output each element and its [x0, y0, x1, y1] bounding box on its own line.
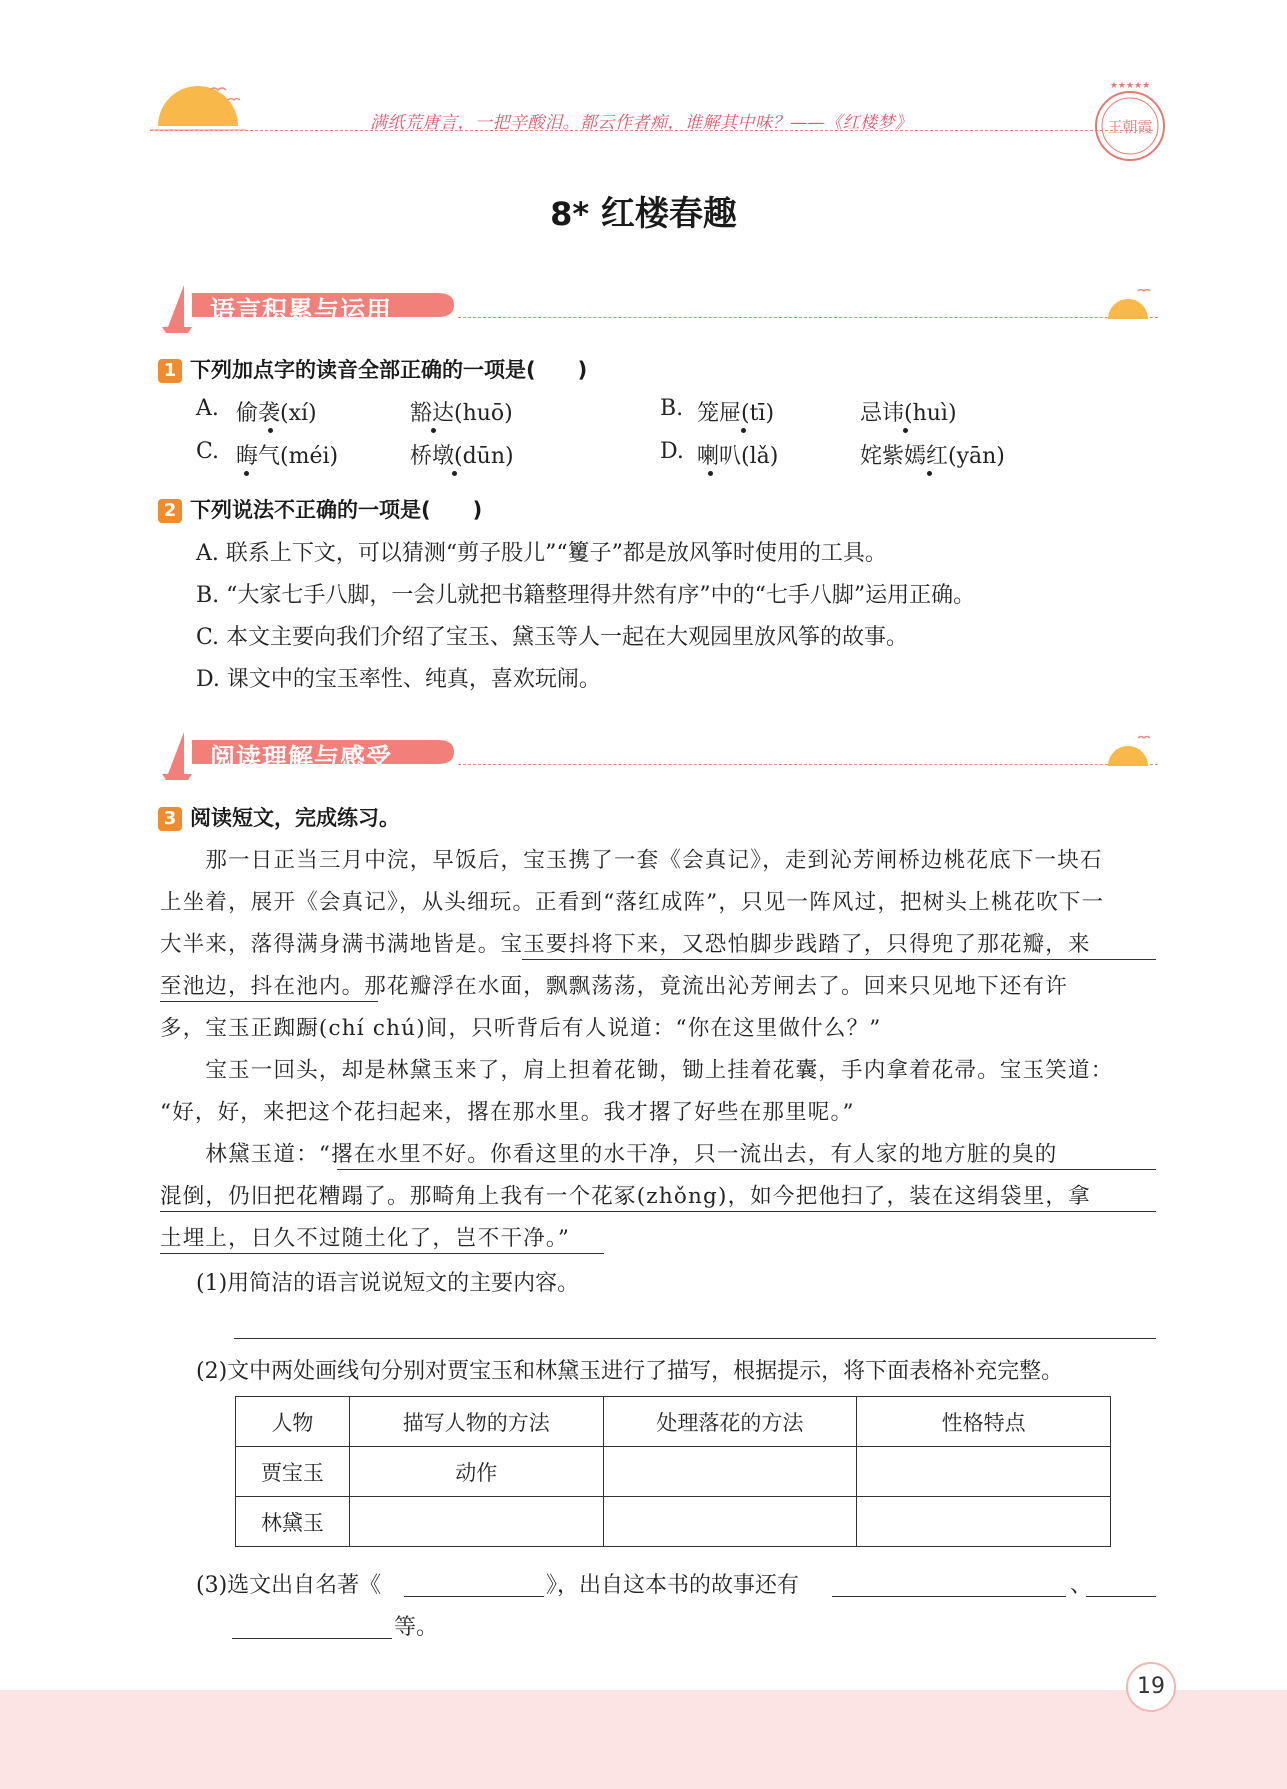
- q1-option-a-word2: 豁达(huō): [410, 401, 513, 426]
- table-cell: 林黛玉: [236, 1497, 350, 1547]
- passage-line: 混倒，仍旧把花糟蹋了。那畸角上我有一个花冢(zhǒng)，如今把他扫了，装在这绢袋里，拿: [160, 1184, 1091, 1209]
- table-cell-blank[interactable]: [603, 1447, 857, 1497]
- underline-mark: [337, 1169, 1156, 1170]
- question-number-badge: 3: [158, 807, 182, 831]
- emphasis-dot: [268, 428, 273, 433]
- q1-option-a-word1: 偷袭(xí): [236, 401, 317, 426]
- svg-text:★★★★★: ★★★★★: [1109, 81, 1151, 91]
- table-cell-blank[interactable]: [857, 1497, 1111, 1547]
- q1-option-d-letter: D.: [660, 439, 684, 464]
- seal-logo-icon: [1088, 80, 1172, 164]
- passage-line: 至池边，抖在池内。那花瓣浮在水面，飘飘荡荡，竟流出沁芳闸去了。回来只见地下还有许: [160, 974, 1069, 999]
- answer-line[interactable]: [234, 1338, 1156, 1339]
- q2-option-d: D. 课文中的宝玉率性、纯真，喜欢玩闹。: [196, 667, 601, 692]
- q1-option-a-letter: A.: [196, 396, 219, 421]
- table-cell-blank[interactable]: [857, 1447, 1111, 1497]
- emphasis-dot: [927, 471, 932, 476]
- blank-story-2-continued[interactable]: [232, 1638, 392, 1639]
- section-title: 语言积累与运用: [210, 296, 393, 325]
- q2-option-a: A. 联系上下文，可以猜测“剪子股儿”“籰子”都是放风筝时使用的工具。: [196, 541, 887, 566]
- q1-option-b-word1: 笼屉(tī): [697, 401, 775, 426]
- passage-line: 宝玉一回头，却是林黛玉来了，肩上担着花锄，锄上挂着花囊，手内拿着花帚。宝玉笑道：: [160, 1058, 1114, 1083]
- underline-mark: [160, 1001, 378, 1002]
- footer-band: [0, 1690, 1287, 1789]
- passage-line: “好，好，来把这个花扫起来，撂在那水里。我才撂了好些在那里呢。”: [160, 1100, 855, 1125]
- passage-line: 上坐着，展开《会真记》，从头细玩。正看到“落红成阵”，只见一阵风过，把树头上桃花吹下一: [160, 890, 1105, 915]
- table-cell-blank[interactable]: [603, 1497, 857, 1547]
- passage-line: 多，宝玉正踟蹰(chí chú)间，只听背后有人说道：“你在这里做什么？”: [160, 1016, 882, 1041]
- underline-mark: [160, 1253, 604, 1254]
- question-2-text: 下列说法不正确的一项是( ): [190, 498, 483, 522]
- question-1-text: 下列加点字的读音全部正确的一项是( ): [190, 358, 588, 382]
- lesson-number: 8*: [550, 195, 590, 233]
- passage-line: 大半来，落得满身满书满地皆是。宝玉要抖将下来，又恐怕脚步践踏了，只得兜了那花瓣，来: [160, 932, 1091, 957]
- q3-sub3-part-c: 、: [1070, 1573, 1093, 1598]
- question-3-text: 阅读短文，完成练习。: [190, 806, 400, 830]
- emphasis-dot: [452, 471, 457, 476]
- header-quote: 满纸荒唐言，一把辛酸泪。都云作者痴，谁解其中味？——《红楼梦》: [370, 113, 913, 133]
- table-row: [236, 1497, 1111, 1547]
- q3-sub3-part-d: 等。: [394, 1615, 439, 1640]
- emphasis-dot: [708, 471, 713, 476]
- q3-sub1: (1)用简洁的语言说说短文的主要内容。: [196, 1271, 580, 1296]
- question-1-stem: [158, 354, 587, 384]
- table-cell: 动作: [349, 1447, 603, 1497]
- q2-option-b: B. “大家七手八脚，一会儿就把书籍整理得井然有序”中的“七手八脚”运用正确。: [196, 583, 976, 608]
- blank-story-2[interactable]: [1086, 1596, 1156, 1597]
- table-header-cell: 描写人物的方法: [349, 1397, 603, 1447]
- table-header-row: [236, 1397, 1111, 1447]
- question-2-stem: [158, 494, 482, 524]
- q2-option-c: C. 本文主要向我们介绍了宝玉、黛玉等人一起在大观园里放风筝的故事。: [196, 625, 909, 650]
- q1-option-b-letter: B.: [660, 396, 684, 421]
- table-header-cell: 处理落花的方法: [603, 1397, 857, 1447]
- q1-option-d-word1: 喇叭(lǎ): [697, 444, 779, 469]
- question-3-stem: [158, 802, 400, 832]
- q1-option-c-word1: 晦气(méi): [236, 444, 339, 469]
- table-header-cell: 人物: [236, 1397, 350, 1447]
- question-number-badge: 1: [158, 359, 182, 383]
- question-number-badge: 2: [158, 499, 182, 523]
- table-cell-blank[interactable]: [349, 1497, 603, 1547]
- small-sun-icon: [1098, 730, 1158, 774]
- blank-story-1[interactable]: [832, 1596, 1066, 1597]
- emphasis-dot: [741, 428, 746, 433]
- blank-book-title[interactable]: [404, 1596, 544, 1597]
- passage-line: 林黛玉道：“撂在水里不好。你看这里的水干净，只一流出去，有人家的地方脏的臭的: [160, 1142, 1058, 1167]
- table-cell: 贾宝玉: [236, 1447, 350, 1497]
- q3-sub2: (2)文中两处画线句分别对贾宝玉和林黛玉进行了描写，根据提示，将下面表格补充完整。: [196, 1359, 1064, 1384]
- section-banner-2: [158, 722, 1158, 782]
- table-header-cell: 性格特点: [857, 1397, 1111, 1447]
- underline-mark: [522, 959, 1156, 960]
- table-row: [236, 1447, 1111, 1497]
- underline-mark: [160, 1211, 1156, 1212]
- svg-text:王朝霞: 王朝霞: [1107, 118, 1153, 136]
- small-sun-icon: [1098, 283, 1158, 327]
- q1-option-c-letter: C.: [196, 439, 220, 464]
- q1-option-d-word2: 姹紫嫣红(yān): [860, 444, 1005, 469]
- emphasis-dot: [431, 428, 436, 433]
- emphasis-dot: [903, 428, 908, 433]
- q1-option-c-word2: 桥墩(dūn): [410, 444, 514, 469]
- lesson-title: 红楼春趣: [600, 194, 737, 234]
- answer-table: [235, 1396, 1111, 1547]
- page-title: [0, 186, 1287, 235]
- section-title: 阅读理解与感受: [210, 743, 393, 772]
- sunset-icon: [150, 80, 246, 136]
- section-banner-1: [158, 275, 1158, 335]
- q1-option-b-word2: 忌讳(huì): [860, 401, 957, 426]
- q3-sub3-part-a: (3)选文出自名著《: [196, 1573, 382, 1598]
- passage-line: 那一日正当三月中浣，早饭后，宝玉携了一套《会真记》，走到沁芳闸桥边桃花底下一块石: [160, 848, 1103, 873]
- page-number: 19: [1126, 1662, 1176, 1712]
- section-divider: [458, 764, 1158, 765]
- passage-line: 土埋上，日久不过随土化了，岂不干净。”: [160, 1226, 571, 1251]
- emphasis-dot: [244, 471, 249, 476]
- section-divider: [458, 317, 1158, 318]
- q3-sub3-part-b: 》，出自这本书的故事还有: [546, 1573, 800, 1598]
